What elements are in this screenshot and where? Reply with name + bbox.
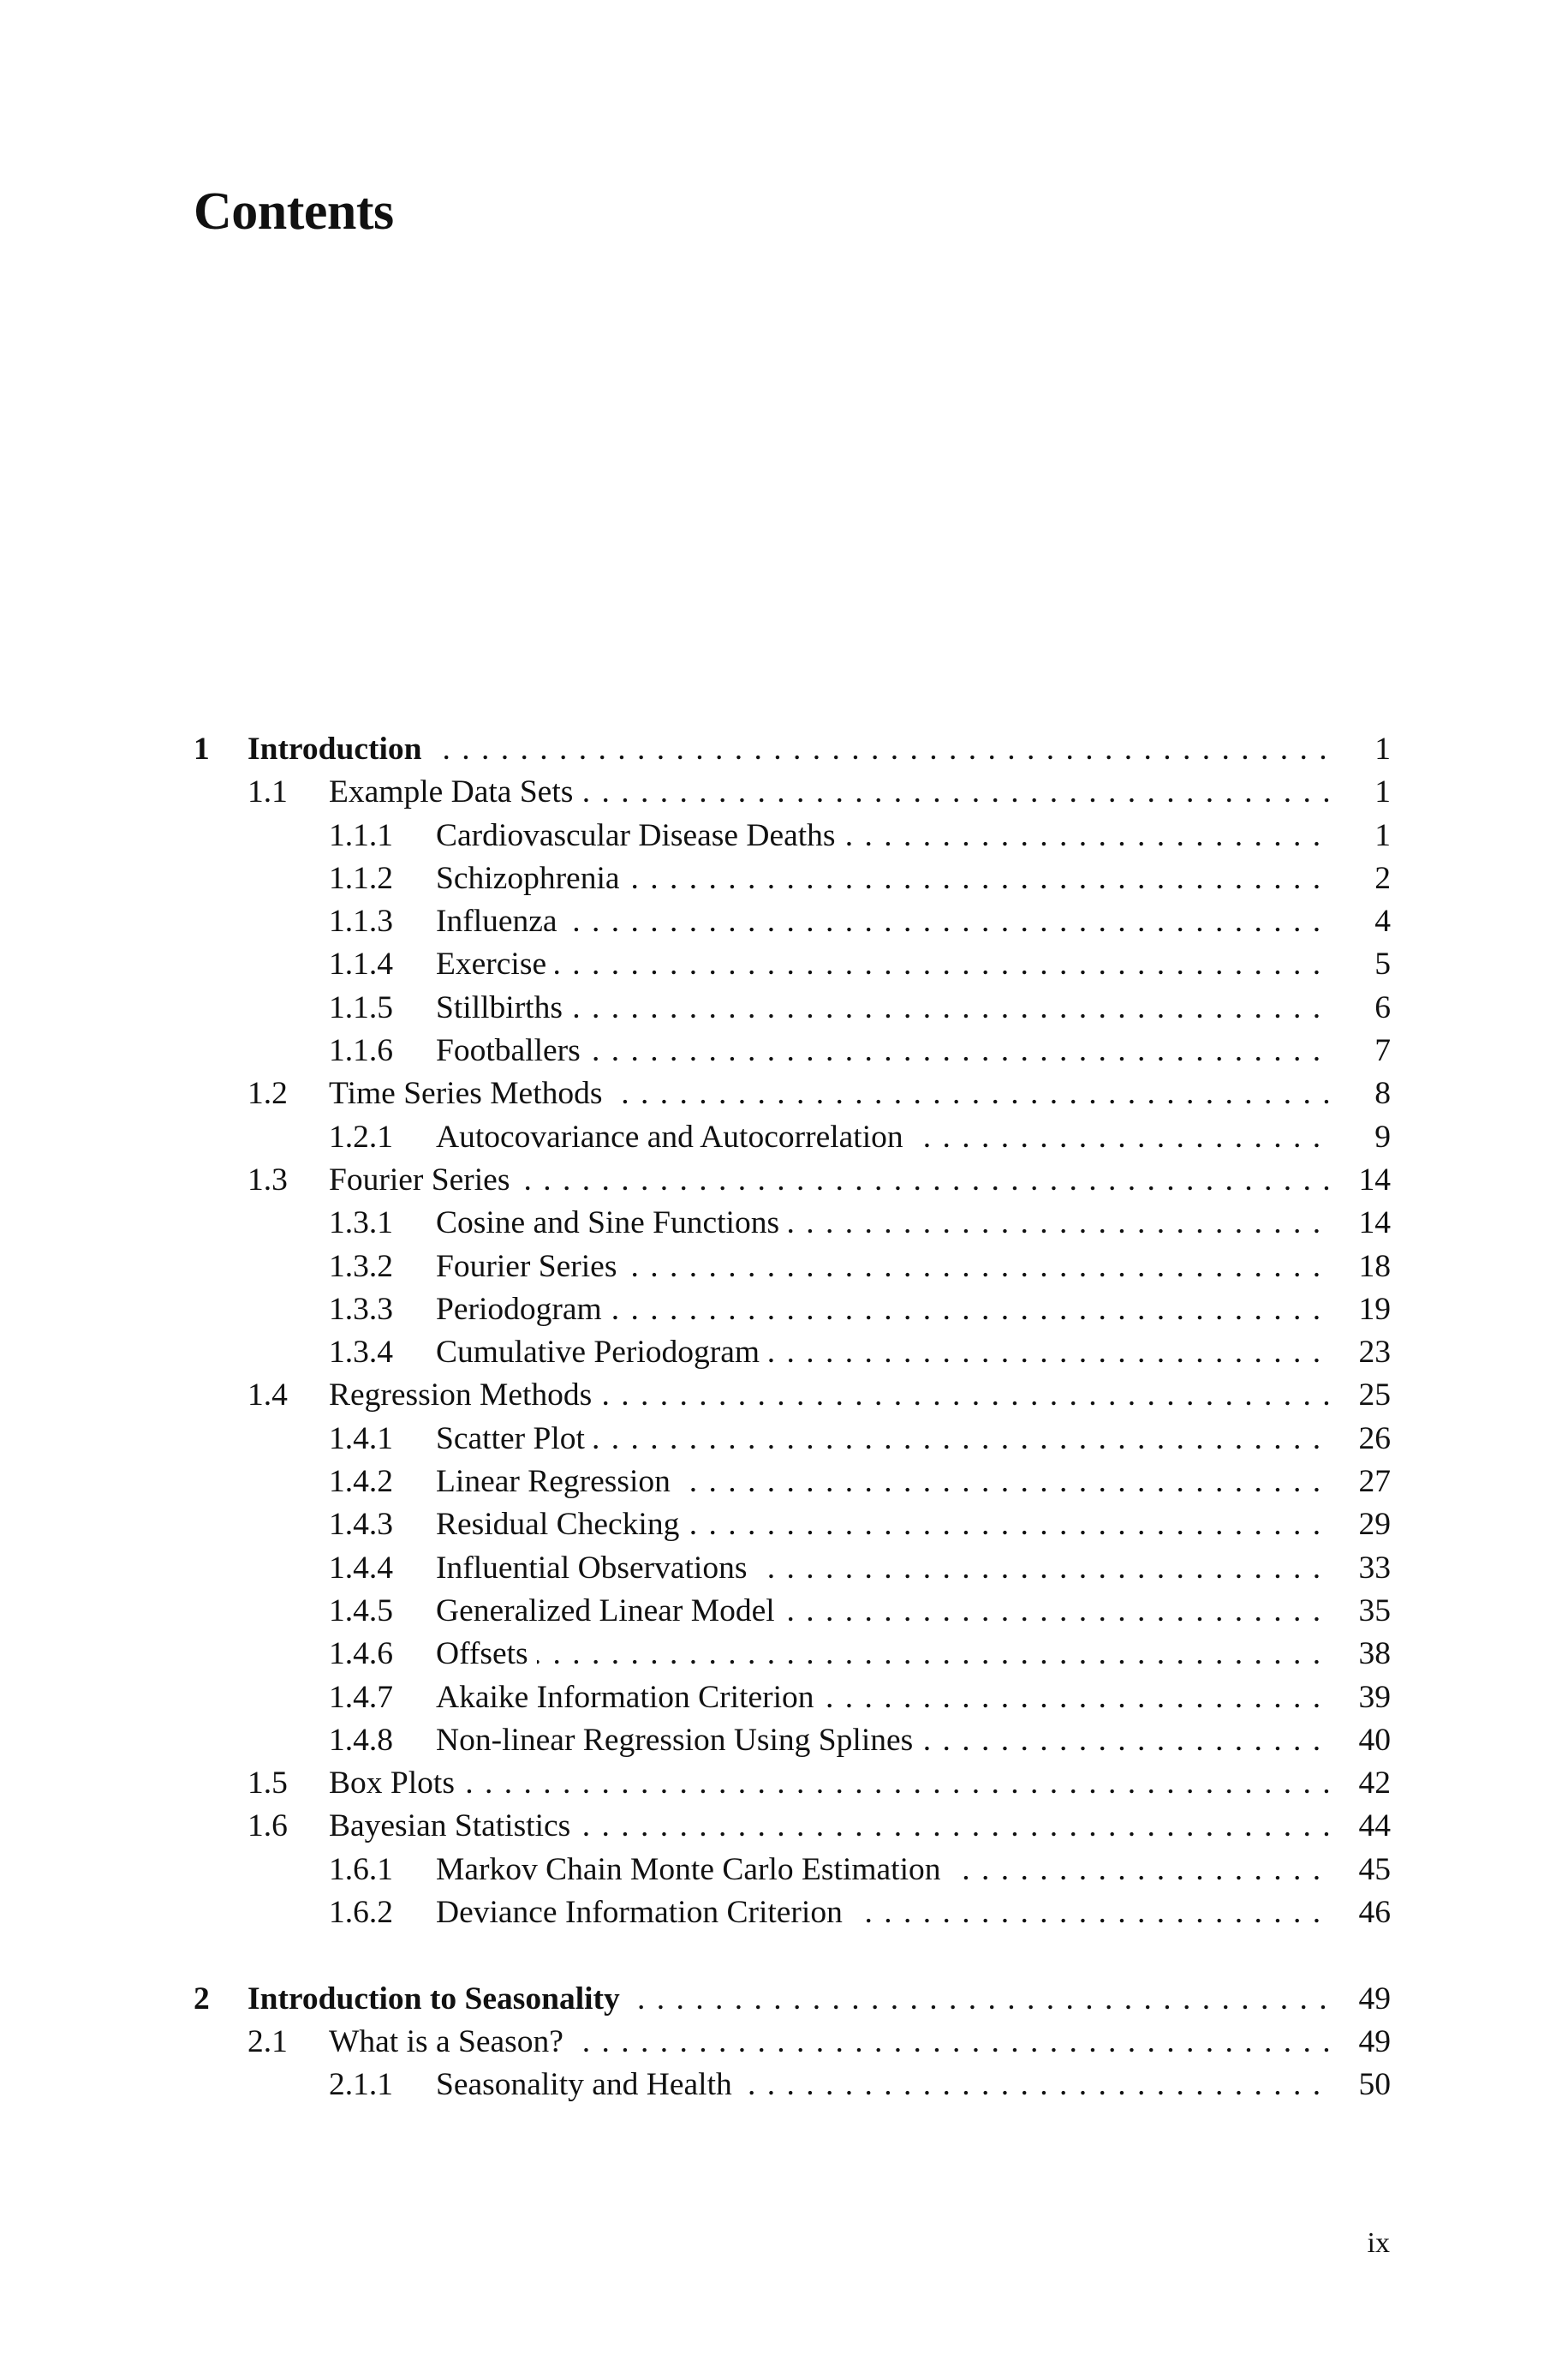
toc-entry[interactable] <box>194 1633 1391 1676</box>
toc-entry-number: 1.3.4 <box>329 1335 393 1371</box>
toc-entry[interactable] <box>194 1461 1391 1503</box>
toc-entry[interactable] <box>194 1288 1391 1331</box>
toc-entry[interactable] <box>194 1547 1391 1590</box>
toc-entry-number: 1.1.3 <box>329 904 393 940</box>
toc-entry-number: 1 <box>194 732 210 767</box>
toc-entry-leader <box>247 728 1331 771</box>
toc-entry-number: 1.3 <box>247 1162 288 1198</box>
toc-entry-title[interactable]: Footballers <box>436 1030 589 1072</box>
toc-entry-number: 1.4.4 <box>329 1550 393 1586</box>
toc-entry-page: 7 <box>1374 1033 1391 1069</box>
toc-entry[interactable] <box>194 1719 1391 1762</box>
toc-entry-number: 1.3.3 <box>329 1291 393 1327</box>
toc-entry-title[interactable]: Deviance Information Criterion <box>436 1891 851 1934</box>
toc-entry-title[interactable]: Markov Chain Monte Carlo Estimation <box>436 1849 950 1891</box>
toc-entry-title[interactable]: Stillbirths <box>436 987 571 1030</box>
toc-entry-page: 39 <box>1358 1679 1391 1715</box>
toc-entry-page: 2 <box>1374 860 1391 896</box>
toc-entry-leader <box>436 1246 1331 1288</box>
toc-entry-number: 1.6.1 <box>329 1851 393 1887</box>
toc-entry-leader <box>436 1849 1331 1891</box>
toc-entry-leader <box>329 1374 1331 1417</box>
toc-entry-page: 9 <box>1374 1119 1391 1155</box>
toc-entry-leader <box>436 987 1331 1030</box>
toc-entry-title[interactable]: Introduction to Seasonality <box>247 1978 629 2021</box>
toc-entry[interactable] <box>194 771 1391 814</box>
toc-entry-page: 49 <box>1358 2023 1391 2059</box>
table-of-contents <box>194 728 1391 2107</box>
toc-entry-page: 38 <box>1358 1636 1391 1672</box>
toc-entry-title[interactable]: Influential Observations <box>436 1547 755 1590</box>
toc-entry-number: 2.1.1 <box>329 2067 393 2103</box>
toc-entry-page: 1 <box>1374 774 1391 810</box>
toc-entry-number: 1.1.2 <box>329 860 393 896</box>
toc-entry-page: 8 <box>1374 1076 1391 1112</box>
toc-entry[interactable] <box>194 728 1391 771</box>
toc-entry-number: 1.3.1 <box>329 1205 393 1241</box>
toc-entry[interactable] <box>194 987 1391 1030</box>
toc-entry-title[interactable]: Box Plots <box>329 1762 463 1805</box>
toc-entry-title[interactable]: Time Series Methods <box>329 1072 611 1115</box>
toc-entry-number: 1.6 <box>247 1808 288 1844</box>
toc-entry-page: 50 <box>1358 2067 1391 2103</box>
toc-entry-leader <box>436 1030 1331 1072</box>
toc-entry-title[interactable]: Cumulative Periodogram <box>436 1331 768 1374</box>
toc-entry-page: 49 <box>1358 1981 1391 2017</box>
toc-entry[interactable] <box>194 2021 1391 2064</box>
toc-entry-leader <box>329 2021 1331 2064</box>
toc-entry-number: 1.4 <box>247 1377 288 1413</box>
toc-entry-leader <box>329 1159 1331 1202</box>
toc-entry-page: 23 <box>1358 1335 1391 1371</box>
toc-entry[interactable] <box>194 1331 1391 1374</box>
toc-entry-title[interactable]: Schizophrenia <box>436 857 629 900</box>
toc-entry-number: 1.4.3 <box>329 1507 393 1543</box>
toc-entry-leader <box>436 1547 1331 1590</box>
toc-entry-leader <box>329 1762 1331 1805</box>
toc-entry[interactable] <box>194 1805 1391 1848</box>
toc-entry-number: 1.3.2 <box>329 1248 393 1284</box>
toc-entry[interactable] <box>194 1030 1391 1072</box>
toc-entry-leader <box>436 1418 1331 1461</box>
toc-entry-page: 1 <box>1374 817 1391 853</box>
toc-entry-leader <box>436 1461 1331 1503</box>
toc-entry-page: 40 <box>1358 1722 1391 1758</box>
toc-entry-title[interactable]: Influenza <box>436 900 566 943</box>
toc-entry-title[interactable]: Autocovariance and Autocorrelation <box>436 1116 912 1159</box>
toc-entry-number: 1.1 <box>247 774 288 810</box>
toc-entry[interactable] <box>194 1676 1391 1719</box>
toc-entry-page: 18 <box>1358 1248 1391 1284</box>
toc-entry-leader <box>436 900 1331 943</box>
toc-entry-number: 2.1 <box>247 2023 288 2059</box>
toc-entry-title[interactable]: Periodogram <box>436 1288 611 1331</box>
toc-entry-leader <box>436 1331 1331 1374</box>
toc-entry-leader <box>436 1288 1331 1331</box>
toc-entry[interactable] <box>194 900 1391 943</box>
toc-entry[interactable] <box>194 1374 1391 1417</box>
toc-entry-page: 33 <box>1358 1550 1391 1586</box>
toc-entry-leader <box>247 1978 1331 2021</box>
toc-entry[interactable] <box>194 1202 1391 1245</box>
toc-entry-page: 4 <box>1374 904 1391 940</box>
toc-entry[interactable] <box>194 1159 1391 1202</box>
toc-entry-title[interactable]: Cosine and Sine Functions <box>436 1202 788 1245</box>
toc-entry[interactable] <box>194 2064 1391 2106</box>
toc-entry-page: 5 <box>1374 947 1391 983</box>
toc-entry[interactable] <box>194 1978 1391 2021</box>
toc-entry-number: 1.2.1 <box>329 1119 393 1155</box>
toc-entry[interactable] <box>194 1891 1391 1934</box>
toc-entry-page: 46 <box>1358 1895 1391 1931</box>
toc-entry-title[interactable]: Linear Regression <box>436 1461 679 1503</box>
toc-entry[interactable] <box>194 1849 1391 1891</box>
toc-entry-number: 1.4.2 <box>329 1464 393 1500</box>
toc-entry-title[interactable]: Exercise <box>436 943 555 986</box>
toc-entry-number: 1.1.6 <box>329 1033 393 1069</box>
toc-entry-page: 45 <box>1358 1851 1391 1887</box>
toc-entry-leader <box>436 943 1331 986</box>
toc-entry-leader <box>436 1633 1331 1676</box>
toc-entry-page: 29 <box>1358 1507 1391 1543</box>
toc-entry-number: 1.5 <box>247 1766 288 1801</box>
toc-entry-title[interactable]: Generalized Linear Model <box>436 1590 784 1633</box>
toc-entry-title[interactable]: Fourier Series <box>436 1246 625 1288</box>
toc-entry-page: 26 <box>1358 1420 1391 1456</box>
toc-entry-number: 1.1.5 <box>329 989 393 1025</box>
toc-entry-title[interactable]: What is a Season? <box>329 2021 572 2064</box>
toc-entry-number: 1.1.1 <box>329 817 393 853</box>
toc-entry-page: 14 <box>1358 1205 1391 1241</box>
toc-entry-title[interactable]: Bayesian Statistics <box>329 1805 579 1848</box>
toc-entry[interactable] <box>194 1503 1391 1546</box>
toc-entry-page: 14 <box>1358 1162 1391 1198</box>
page-number: ix <box>1367 2227 1390 2259</box>
toc-entry-leader <box>436 1202 1331 1245</box>
toc-entry-number: 1.4.6 <box>329 1636 393 1672</box>
toc-entry-number: 1.4.7 <box>329 1679 393 1715</box>
toc-entry-leader <box>436 857 1331 900</box>
toc-entry-page: 25 <box>1358 1377 1391 1413</box>
toc-entry[interactable] <box>194 1116 1391 1159</box>
toc-entry-title[interactable]: Non-linear Regression Using Splines <box>436 1719 921 1762</box>
toc-entry-page: 19 <box>1358 1291 1391 1327</box>
toc-entry-leader <box>436 815 1331 857</box>
toc-entry-title[interactable]: Introduction <box>247 728 431 771</box>
toc-entry-title[interactable]: Regression Methods <box>329 1374 600 1417</box>
toc-entry-leader <box>436 1719 1331 1762</box>
toc-entry-title[interactable]: Example Data Sets <box>329 771 581 814</box>
toc-entry-number: 1.1.4 <box>329 947 393 983</box>
toc-entry-page: 42 <box>1358 1766 1391 1801</box>
toc-entry-leader <box>329 1072 1331 1115</box>
toc-entry-leader <box>329 1805 1331 1848</box>
toc-entry[interactable] <box>194 1762 1391 1805</box>
toc-entry-leader <box>436 1503 1331 1546</box>
toc-entry-leader <box>436 1116 1331 1159</box>
page-title: Contents <box>194 182 394 241</box>
toc-entry-number: 2 <box>194 1981 210 2017</box>
toc-entry-number: 1.6.2 <box>329 1895 393 1931</box>
toc-entry-leader <box>436 1676 1331 1719</box>
toc-entry-leader <box>329 771 1331 814</box>
toc-entry-title[interactable]: Residual Checking <box>436 1503 688 1546</box>
toc-entry[interactable] <box>194 815 1391 857</box>
toc-entry-leader <box>436 2064 1331 2106</box>
toc-entry-page: 35 <box>1358 1592 1391 1628</box>
toc-entry-page: 1 <box>1374 732 1391 767</box>
toc-entry-number: 1.4.5 <box>329 1592 393 1628</box>
toc-entry-title[interactable]: Seasonality and Health <box>436 2064 741 2106</box>
toc-entry-title[interactable]: Cardiovascular Disease Deaths <box>436 815 844 857</box>
toc-entry-number: 1.4.8 <box>329 1722 393 1758</box>
toc-entry[interactable] <box>194 1072 1391 1115</box>
toc-entry-page: 27 <box>1358 1464 1391 1500</box>
toc-entry[interactable] <box>194 1246 1391 1288</box>
toc-entry-title[interactable]: Akaike Information Criterion <box>436 1676 823 1719</box>
toc-entry-number: 1.2 <box>247 1076 288 1112</box>
toc-entry-title[interactable]: Scatter Plot <box>436 1418 593 1461</box>
toc-entry-title[interactable]: Fourier Series <box>329 1159 518 1202</box>
toc-entry[interactable] <box>194 1590 1391 1633</box>
toc-entry[interactable] <box>194 943 1391 986</box>
toc-entry-number: 1.4.1 <box>329 1420 393 1456</box>
toc-entry[interactable] <box>194 857 1391 900</box>
toc-entry-page: 6 <box>1374 989 1391 1025</box>
toc-entry-title[interactable]: Offsets <box>436 1633 537 1676</box>
toc-entry-leader <box>436 1590 1331 1633</box>
toc-entry-page: 44 <box>1358 1808 1391 1844</box>
toc-entry-leader <box>436 1891 1331 1934</box>
toc-entry[interactable] <box>194 1418 1391 1461</box>
